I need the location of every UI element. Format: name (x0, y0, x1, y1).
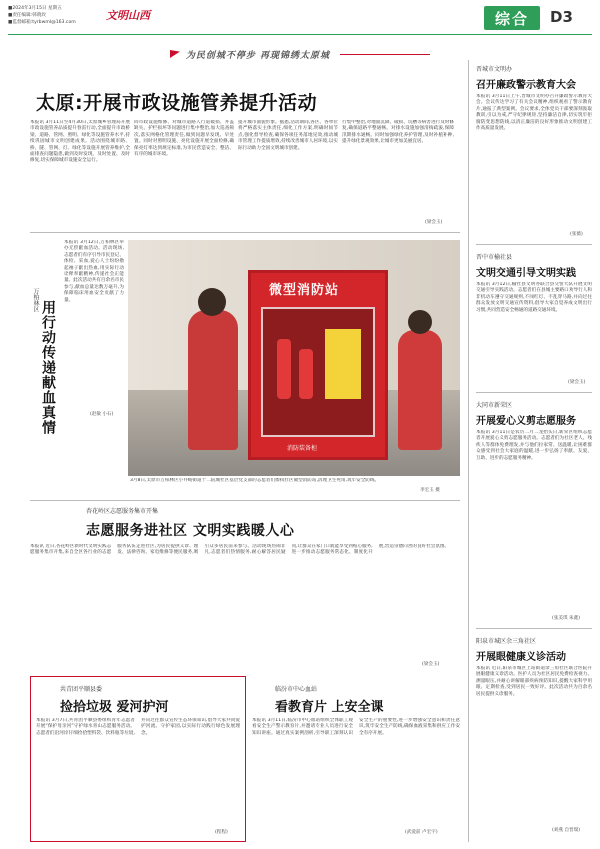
right-s1-text: 本报讯 3月11日上午,晋城市文明办召开廉政警示教育大会。会议传达学习了有关会议精神,组织观看了警示教育片,通报了典型案例。会议要求,全体党员干部要深刻汲取教训,引以为戒,严守纪律规矩,坚持廉洁自律,切实筑牢拒腐防变思想防线,以清正廉洁的良好形象推动文明创建工作高质量发展。 (476, 94, 592, 132)
photo-credit: 李宏玉 摄 (420, 488, 440, 493)
right-s3-kicker: 大同市新荣区 (476, 402, 513, 409)
story2-title: 用行动传递献血真情 (40, 300, 56, 435)
right-s4-title: 开展眼健康义诊活动 (476, 652, 566, 663)
masthead (8, 6, 592, 44)
extinguisher-shape (277, 339, 291, 399)
slogan-line (340, 54, 430, 55)
section-badge (484, 6, 540, 30)
right-s1-byline: (张薇) (570, 232, 583, 237)
story5-text: 本报讯 3月11日,临汾市中心血站组织全体职工观看安全生产警示教育片,并邀请专业人员进行安全知识讲座。通过真实案例剖析,引导职工深刻认识安全生产的重要性,进一步增强安全意识和责任意识,筑牢安全生产防线,确保血液采集和供应工作安全有序开展。 (252, 718, 460, 736)
story3-title: 志愿服务进社区 文明实践暖人心 (86, 523, 295, 539)
lead-col-4: 行集中整治,对地面沉降、破损、坑槽等病害进行及时修复,确保道路平整通畅。对排水设施加强清掏疏浚,保障汛期排水通畅。同时加强绿化养护管理,及时补植补种,提升绿化景观效果,让城市更加美丽宜居。 (342, 120, 454, 145)
right-s3-title: 开展爱心义剪志愿服务 (476, 416, 576, 427)
divider (476, 628, 592, 629)
story3-text: 本报讯 近日,杏花岭区新时代文明实践志愿服务集市开集,来自全区各行业的志愿服务队伍走进社区,为居民提供义诊、理发、法律咨询、家电维修等便民服务,吸引众多居民前来参与。活动现场热闹非凡,志愿者们热情服务,耐心解答居民疑问,让群众在家门口就能享受到贴心服务,进一步推动志愿服务常态化、制度化开展,营造崇德向善的良好社会氛围。 (30, 544, 450, 556)
phone-line: ■监督邮箱:tyrbwml@163.com (8, 20, 76, 25)
lead-col-3: 提升城市面貌形象。据悉,活动期间,各区、各单位将严格落实主体责任,细化工作方案,明确时间节点,强化督导检查,确保各项任务落地见效,推动城市管理工作提质增效,持续改善城市人居环境,以实际行动助力全国文明城市创建。 (238, 120, 338, 151)
volunteer-figure-right (398, 330, 442, 450)
right-s2-byline: (梁会玉) (568, 380, 586, 385)
equipment-shape (325, 329, 361, 399)
story2-text: 本报讯 3月12日,万柏林区举办无偿献血活动。活动现场,志愿者们有序引导市民登记、体检、采血,爱心人士纷纷撸起袖子献出热血,用实际行动诠释奉献精神,传递社会正能量。此次活动共有百余名市民参与,献血总量达数万毫升,为保障临床用血安全贡献了力量。 (64, 240, 124, 303)
section-label: 综合 (494, 9, 529, 28)
editor-line: ■责任编辑:韩晓玫 (8, 13, 47, 18)
right-s4-byline: (刘燕 自晋瑞) (552, 828, 581, 833)
lead-title: 太原:开展市政设施管养提升活动 (36, 92, 318, 114)
story5-title: 看教育片 上安全课 (275, 700, 384, 715)
volunteer-head-right (408, 310, 432, 334)
right-column-rule (468, 60, 469, 842)
lead-col-2: 同市政设施维修、对城市道路人行道破损、井盖缺失、护栏损坏等问题进行集中整治,加大巡查频次,落实网格化管理责任,做到问题早发现、早处置。同时对照明设施、亮化设施开展全面检修,确保亮灯率达到规定标准,为市民营造安全、整洁、有序的城市环境。 (134, 120, 234, 158)
lead-col-1: 本报讯 3月11日至4月30日,太原城乡管理局开展市政设施管养品质提升春雷行动,全面提升市政桥梁、道路、管网、照明、绿化等设施管养水平,持续巩固城市文明创建成果。活动围绕城市路、桥、隧、管网、灯、绿化等设施开展管养维护,全面排查问题隐患,做到及时发现、及时处置、及时修复,切实保障城市设施安全运行。 (30, 120, 130, 164)
story3-byline: (梁会玉) (422, 662, 440, 667)
story4-kicker: 共青团平顺县委 (60, 686, 103, 693)
right-s3-byline: (张美琪 朱蕤) (552, 616, 581, 621)
cabinet-sub: 消防装备柜 (287, 445, 318, 452)
date-line: ■2024年3月15日 星期五 (8, 6, 62, 11)
masthead-rule (8, 34, 592, 35)
cabinet-window (261, 307, 375, 437)
extinguisher-shape-2 (299, 349, 313, 399)
photo-caption: 3月8日,太原市万柏林区小井峪街道十二院城社区基层党支部的志愿者们擦拭社区微型消防站,清理卫生死角,筑牢安全防线。 (130, 478, 380, 483)
story4-title: 捡拾垃圾 爱河护河 (60, 700, 169, 715)
news-photo (128, 240, 460, 476)
volunteer-figure-left (188, 310, 238, 450)
story3-kicker: 杏花岭区志愿服务集市开集 (86, 508, 159, 515)
divider (476, 392, 592, 393)
story2-byline: (赵敏 小石) (90, 412, 114, 417)
fire-cabinet (248, 270, 388, 460)
right-s4-kicker: 阳泉市城区余三角社区 (476, 638, 537, 645)
paper-name: 文明山西 (106, 9, 150, 22)
slogan-banner (8, 46, 592, 62)
right-s1-kicker: 晋城市文明办 (476, 66, 513, 73)
slogan-flag-icon (170, 50, 180, 58)
story4-text: 本报讯 3月7日,共青团平顺县委组织青年志愿者开展“保护母亲河”守护绿水青山志愿服务活动。志愿者们沿河岸仔细捡拾塑料袋、饮料瓶等垃圾,并向过往群众宣传生态环保知识,倡导大家共同爱护河流、守护家园,以实际行动践行绿色发展理念。 (36, 718, 240, 736)
volunteer-head-left (198, 288, 226, 316)
cabinet-label: 微型消防站 (269, 283, 340, 298)
divider (476, 244, 592, 245)
right-s1-title: 召开廉政警示教育大会 (476, 80, 576, 91)
right-s4-text: 本报讯 近日,阳泉市城区上站街道余三角社区联合医院开展眼健康义诊活动。医护人员为社区居民免费检查视力、测量眼压,并耐心讲解眼部疾病预防知识,提醒大家科学用眼、定期检查,受到居民一致好评。此次活动共为百余名居民提供义诊服务。 (476, 666, 592, 697)
story5-byline: (武爱前 卢宏宇) (405, 830, 438, 835)
page-number: D3 (550, 8, 573, 26)
right-s2-kicker: 晋中市榆社县 (476, 254, 513, 261)
lead-byline: (梁会玉) (425, 220, 443, 225)
divider (30, 500, 460, 501)
right-s3-text: 本报讯 3月11日是农历二月二龙抬头日,新荣区组织志愿者开展爱心义剪志愿服务活动。志愿者们为社区老人、残疾人等群体免费理发,并与他们拉家常、送温暖,让困难群众感受到社会大家庭的温暖,进一步弘扬了奉献、友爱、互助、进步的志愿服务精神。 (476, 430, 592, 461)
right-s2-title: 文明交通引导文明实践 (476, 268, 576, 279)
slogan-text: 为民创城不停步 再现锦绣太原城 (185, 50, 331, 61)
right-s2-text: 本报讯 3月12日,榆社县文明办联合县交警大队开展文明交通引导实践活动。志愿者们在县城主要路口劝导行人和非机动车遵守交通规则,不闯红灯、不乱穿马路,并向过往群众发放文明交通宣传资料,倡导大家自觉养成文明出行习惯,共同营造安全畅通的道路交通环境。 (476, 282, 592, 313)
divider (30, 232, 460, 233)
story5-kicker: 临汾市中心血站 (275, 686, 318, 693)
story2-kicker: 万柏林区 (32, 288, 39, 312)
story4-byline: (程程) (215, 830, 228, 835)
